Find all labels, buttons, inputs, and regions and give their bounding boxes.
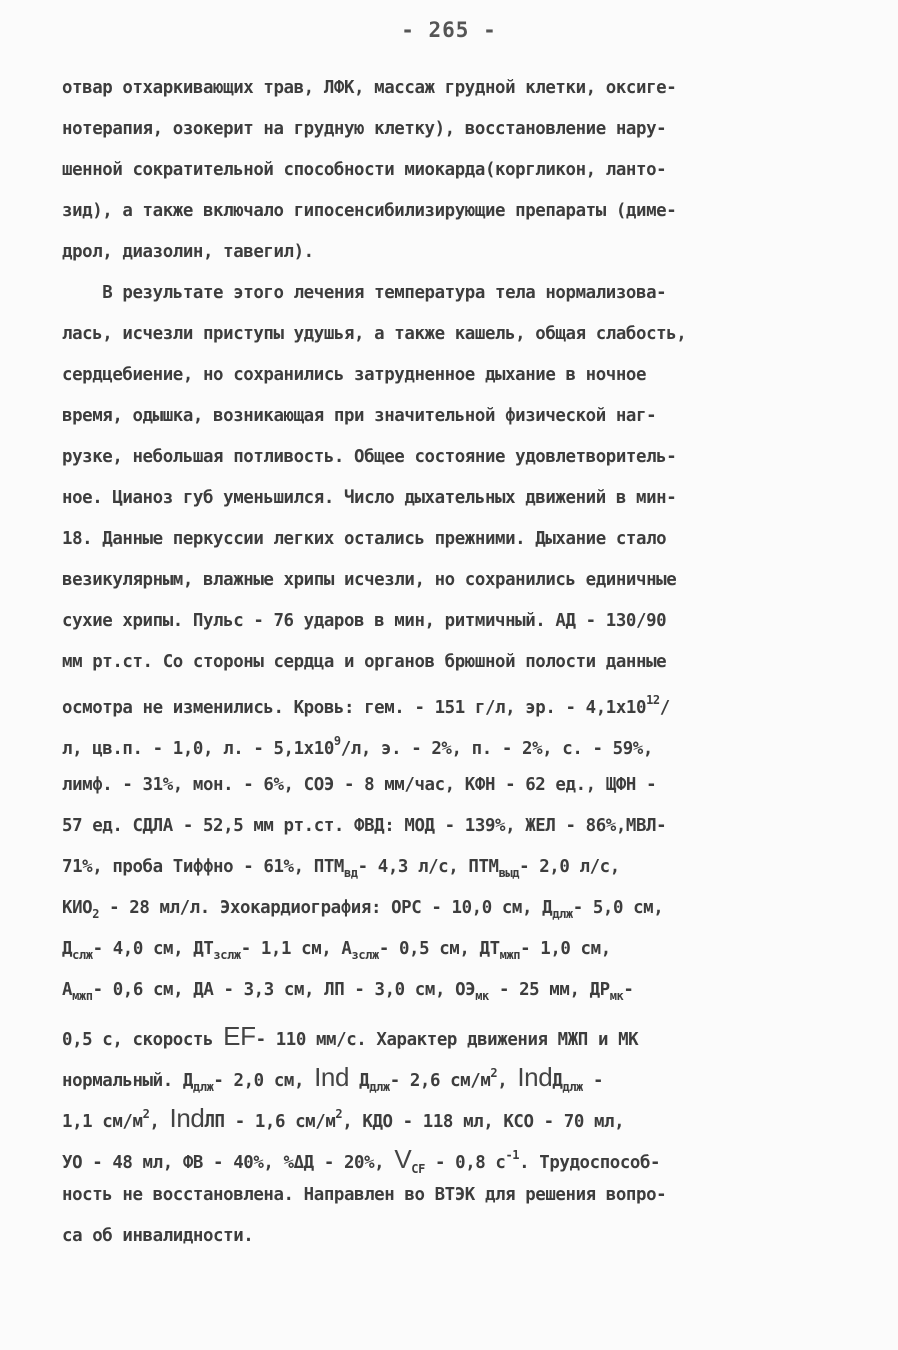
text-line: лимф. - 31%, мон. - 6%, СОЭ - 8 мм/час, КФН - 62 ед., ЩФН -	[62, 775, 657, 795]
text-line: л, цв.п. - 1,0, л. - $5,1x10^9/л$, э. - 2%, п. - 2%, с. - 59%,	[62, 734, 653, 759]
text-line: $Д_{слж}-$ 4,0 см, $ДТ_{зслж}-$ 1,1 см, $А_{зслж}-$ 0,5 см, $ДТ_{мжп}-$ 1,0 см,	[62, 939, 611, 962]
text-line: УО - 48 мл, ФВ - 40%, %ΔД - 20%, $V_{CF} - 0,8$ $с^{-1}$. Трудоспособ-	[62, 1144, 661, 1176]
text-line: зид), а также включало гипосенсибилизирующие препараты (диме-	[62, 201, 677, 221]
text-line: сухие хрипы. Пульс - 76 ударов в мин, ритмичный. АД - 130/90	[62, 611, 667, 631]
text-line: 1,1 $см/м^2$, IndЛП - 1,6 $см/м^2$, КДО - 118 мл, КСО - 70 мл,	[62, 1103, 625, 1133]
text-line: шенной сократительной способности миокарда(коргликон, ланто-	[62, 160, 667, 180]
text-line: лась, исчезли приступы удушья, а также кашель, общая слабость,	[62, 324, 687, 344]
text-line: са об инвалидности.	[62, 1226, 254, 1246]
text-line: ное. Цианоз губ уменьшился. Число дыхательных движений в мин-	[62, 488, 677, 508]
text-line: $А_{мжп}-$ 0,6 см, ДА - 3,3 см, ЛП - 3,0 см, $ОЭ_{мк} - 25$ мм, $ДР_{мк}-$	[62, 980, 634, 1003]
handwritten-text: Ind	[517, 1062, 553, 1092]
text-line: время, одышка, возникающая при значительной физической наг-	[62, 406, 657, 426]
text-line: 18. Данные перкуссии легких остались прежними. Дыхание стало	[62, 529, 667, 549]
text-line: рузке, небольшая потливость. Общее состояние удовлетворитель-	[62, 447, 677, 467]
text-line: 71%, проба Тиффно - 61%, $ПТМ_{вд}-$ 4,3 л/с, $ПТМ_{выд}-$ 2,0 л/с,	[62, 857, 620, 880]
text-line: отвар отхаркивающих трав, ЛФК, массаж грудной клетки, оксиге-	[62, 78, 677, 98]
text-line: сердцебиение, но сохранились затрудненное дыхание в ночное	[62, 365, 647, 385]
handwritten-text: Ind	[169, 1103, 205, 1133]
text-line: мм рт.ст. Со стороны сердца и органов брюшной полости данные	[62, 652, 667, 672]
text-line: осмотра не изменились. Кровь: гем. - 151 г/л, эр. - $4,1x10^{12}/$	[62, 693, 670, 718]
text-line: нотерапия, озокерит на грудную клетку), восстановление нару-	[62, 119, 667, 139]
handwritten-text: Ind	[314, 1062, 350, 1092]
handwritten-text: EF	[223, 1021, 256, 1051]
page-number: - 265 -	[401, 18, 497, 42]
text-line: везикулярным, влажные хрипы исчезли, но сохранились единичные	[62, 570, 677, 590]
text-line: 57 ед. СДЛА - 52,5 мм рт.ст. ФВД: МОД - 139%, ЖЕЛ - 86%,МВЛ-	[62, 816, 667, 836]
text-line: ность не восстановлена. Направлен во ВТЭК для решения вопро-	[62, 1185, 667, 1205]
text-line: $КИО_2 - 28$ мл/л. Эхокардиография: ОРС - 10,0 см, $Д_{длж}-$ 5,0 см,	[62, 898, 664, 921]
text-line: дрол, диазолин, тавегил).	[62, 242, 314, 262]
text-line: нормальный. $Д_{длж}-$ 2,0 см, Ind $Д_{длж}-$ 2,6 $см/м^2$, IndД$_{длж}$ -	[62, 1062, 604, 1094]
text-line: В результате этого лечения температура тела нормализова-	[62, 283, 667, 303]
handwritten-text: V	[394, 1144, 412, 1174]
text-line: 0,5 с, скорость EF- 110 мм/с. Характер движения МЖП и МК	[62, 1021, 639, 1051]
